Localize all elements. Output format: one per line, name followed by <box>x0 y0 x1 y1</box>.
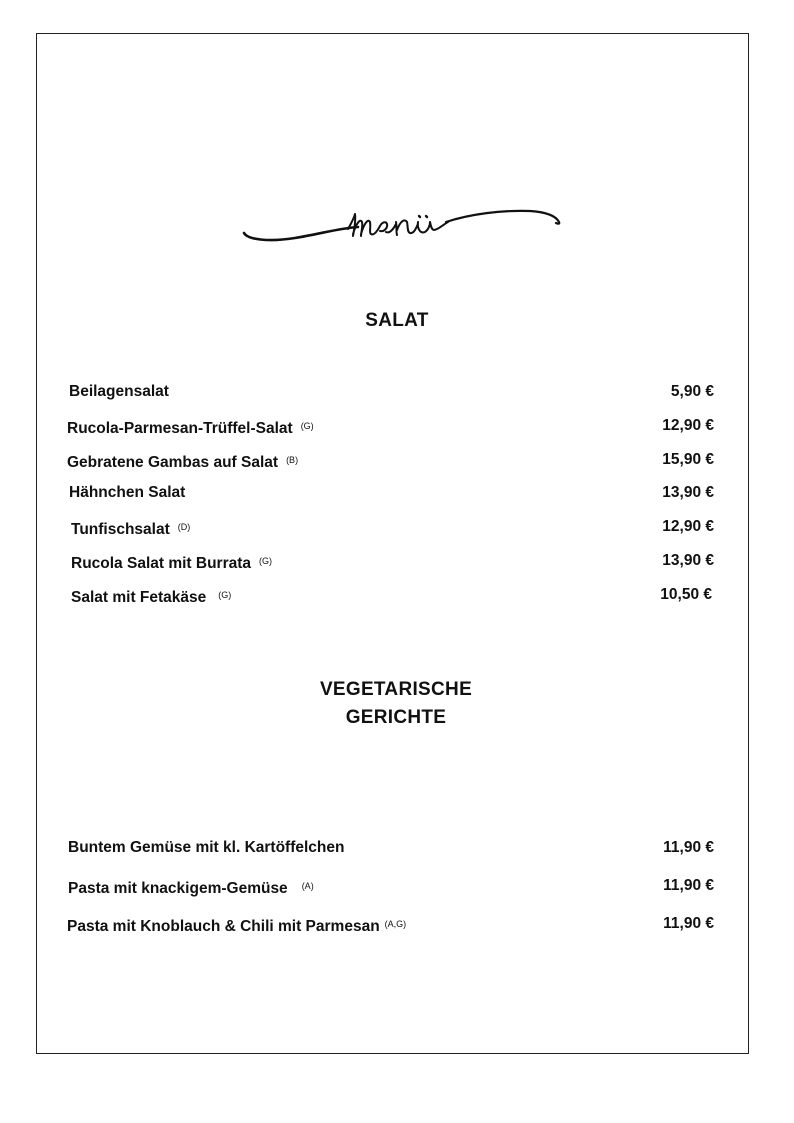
menu-item-name: Salat mit Fetakäse <box>71 589 207 606</box>
menu-item <box>68 875 314 897</box>
menu-item <box>71 516 190 538</box>
menu-page-frame <box>36 33 749 1054</box>
menu-item-name: Pasta mit Knoblauch & Chili mit Parmesan <box>67 918 380 935</box>
menu-item-name: Gebratene Gambas auf Salat <box>67 454 279 471</box>
allergen-tag: (G) <box>218 590 232 600</box>
allergen-tag: (B) <box>286 455 299 465</box>
allergen-tag: (G) <box>300 421 314 431</box>
menu-item-name: Rucola Salat mit Burrata <box>71 555 252 572</box>
menu-item-price: 11,90 € <box>663 877 714 894</box>
menu-item <box>69 381 169 403</box>
allergen-tag: (G) <box>259 556 273 566</box>
menu-item-price: 15,90 € <box>662 451 714 468</box>
allergen-tag: (A,G) <box>384 919 407 929</box>
menu-item <box>68 837 344 859</box>
section-title-vegetarisch: VEGETARISCHE GERICHTE <box>319 679 473 728</box>
allergen-tag: (A) <box>301 881 314 891</box>
menu-item-name: Buntem Gemüse mit kl. Kartöffelchen <box>68 839 345 856</box>
menu-item-price: 10,50 € <box>660 586 712 603</box>
menu-item-name: Rucola-Parmesan-Trüffel-Salat <box>67 420 293 437</box>
section-title-salat: SALAT <box>365 310 429 331</box>
menu-item-price: 5,90 € <box>670 383 714 400</box>
menu-item-name: Tunfischsalat <box>71 521 170 538</box>
allergen-tag: (D) <box>177 522 191 532</box>
menu-item-price: 12,90 € <box>662 518 714 535</box>
menu-item-price: 13,90 € <box>662 484 714 501</box>
menu-item <box>67 913 406 935</box>
menu-item <box>67 449 298 471</box>
menu-item-price: 11,90 € <box>663 915 714 932</box>
menu-item <box>67 415 314 437</box>
menu-item-price: 12,90 € <box>662 417 714 434</box>
menu-item-price: 13,90 € <box>662 552 714 569</box>
menu-item-price: 11,90 € <box>663 839 714 856</box>
menu-item <box>71 584 231 606</box>
menu-script-logo <box>240 196 564 252</box>
menu-item-name: Beilagensalat <box>69 383 169 400</box>
menu-item-name: Hähnchen Salat <box>69 484 186 501</box>
menu-item <box>69 482 185 504</box>
menu-item <box>71 550 272 572</box>
menu-item-name: Pasta mit knackigem-Gemüse <box>68 880 288 897</box>
